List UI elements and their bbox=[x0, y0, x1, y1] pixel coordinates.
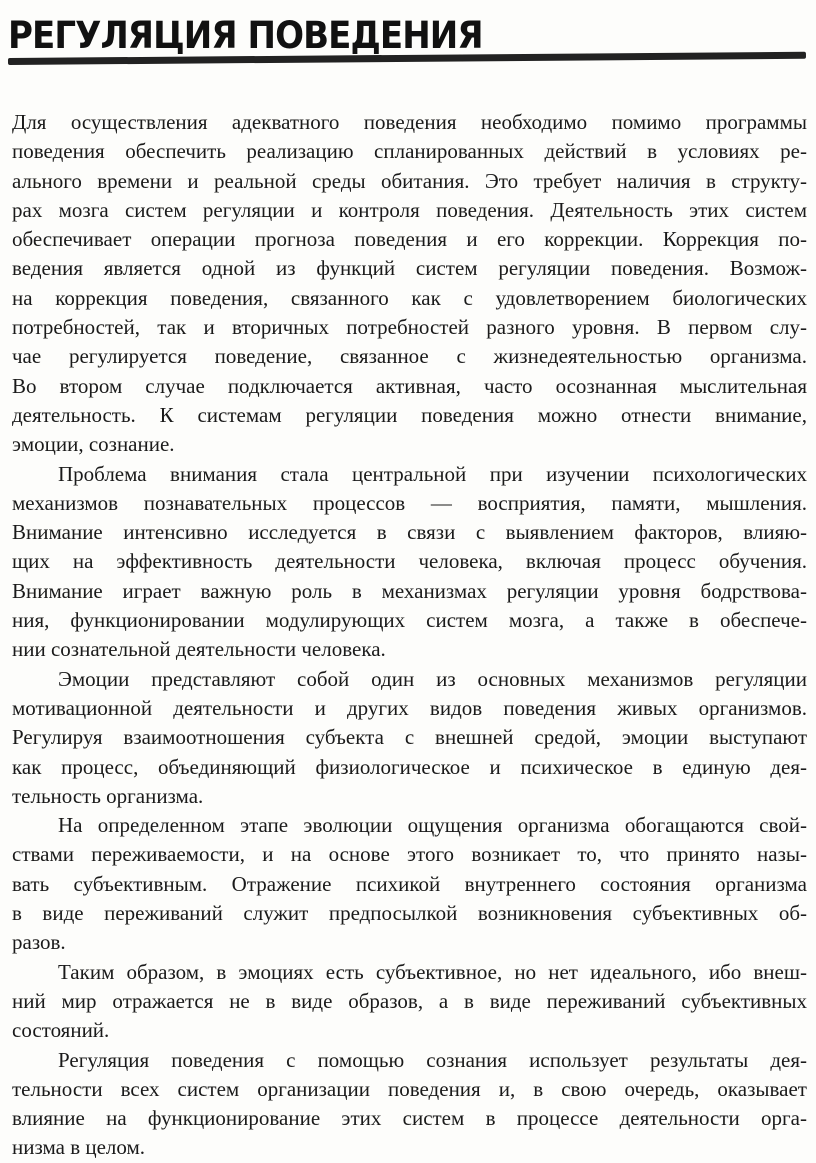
text-line: Регулируя взаимоотношения субъекта с внешней средой, эмоции выступают bbox=[12, 725, 807, 750]
text-line: На определенном этапе эволюции ощущения организма обогащаются свой- bbox=[58, 813, 807, 838]
text-line: состояний. bbox=[12, 1018, 110, 1043]
paragraph bbox=[12, 958, 807, 1046]
text-line: ния, функционировании модулирующих систем мозга, а также в обеспече- bbox=[12, 608, 807, 633]
text-line: Внимание играет важную роль в механизмах регуляции уровня бодрствова- bbox=[12, 578, 807, 603]
text-line: нии сознательной деятельности человека. bbox=[12, 637, 386, 662]
text-line: Для осуществления адекватного поведения необходимо помимо программы bbox=[12, 110, 807, 134]
text-line: разов. bbox=[12, 930, 66, 955]
text-line: влияние на функционирование этих систем в процессе деятельности орга- bbox=[12, 1106, 807, 1131]
text-line: ствами переживаемости, и на основе этого возникает то, что принято назы- bbox=[12, 842, 807, 867]
text-line: потребностей, так и вторичных потребностей разного уровня. В первом слу- bbox=[12, 315, 807, 340]
text-line: как процесс, объединяющий физиологическое и психическое в единую дея- bbox=[12, 754, 807, 779]
text-line: ний мир отражается не в виде образов, а в виде переживаний субъективных bbox=[12, 988, 807, 1013]
text-line: тельность организма. bbox=[12, 783, 204, 808]
text-line: щих на эффективность деятельности человека, включая процесс обучения. bbox=[12, 549, 807, 574]
text-line: обеспечивает операции прогноза поведения и его коррекции. Коррекция по- bbox=[12, 227, 807, 252]
text-line: Во втором случае подключается активная, часто осознанная мыслительная bbox=[12, 373, 807, 398]
body-text bbox=[12, 108, 807, 1163]
text-line: ведения является одной из функций систем регуляции поведения. Возмож- bbox=[12, 256, 807, 281]
text-line: Проблема внимания стала центральной при изучении психологических bbox=[58, 461, 807, 486]
paragraph bbox=[12, 811, 807, 957]
text-line: чае регулируется поведение, связанное с жизнедеятельностью организма. bbox=[12, 344, 807, 369]
paragraph bbox=[12, 1046, 807, 1163]
text-line: в виде переживаний служит предпосылкой возникновения субъективных об- bbox=[12, 901, 807, 926]
text-line: Регуляция поведения с помощью сознания использует результаты дея- bbox=[58, 1047, 807, 1072]
text-line: низма в целом. bbox=[12, 1135, 146, 1160]
text-line: поведения обеспечить реализацию спланированных действий в условиях ре- bbox=[12, 139, 807, 164]
paragraph bbox=[12, 108, 807, 460]
text-line: Эмоции представляют собой один из основных механизмов регуляции bbox=[58, 666, 807, 691]
text-line: Таким образом, в эмоциях есть субъективное, но нет идеального, ибо внеш- bbox=[58, 959, 807, 984]
text-line: ального времени и реальной среды обитания. Это требует наличия в структу- bbox=[12, 168, 807, 193]
paragraph bbox=[12, 460, 807, 665]
text-line: тельности всех систем организации поведения и, в свою очередь, оказывает bbox=[12, 1076, 807, 1101]
text-line: рах мозга систем регуляции и контроля поведения. Деятельность этих систем bbox=[12, 197, 807, 222]
text-line: деятельность. К системам регуляции поведения можно отнести внимание, bbox=[12, 402, 807, 427]
text-line: вать субъективным. Отражение психикой внутреннего состояния организма bbox=[12, 871, 807, 896]
text-line: эмоции, сознание. bbox=[12, 432, 175, 457]
page-title: РЕГУЛЯЦИЯ ПОВЕДЕНИЯ bbox=[8, 14, 483, 57]
text-line: Внимание интенсивно исследуется в связи с выявлением факторов, влияю- bbox=[12, 520, 807, 545]
text-line: механизмов познавательных процессов — восприятия, памяти, мышления. bbox=[12, 490, 807, 515]
text-line: на коррекция поведения, связанного как с удовлетворением биологических bbox=[12, 285, 807, 310]
text-line: мотивационной деятельности и других видов поведения живых организмов. bbox=[12, 695, 807, 720]
paragraph bbox=[12, 665, 807, 811]
